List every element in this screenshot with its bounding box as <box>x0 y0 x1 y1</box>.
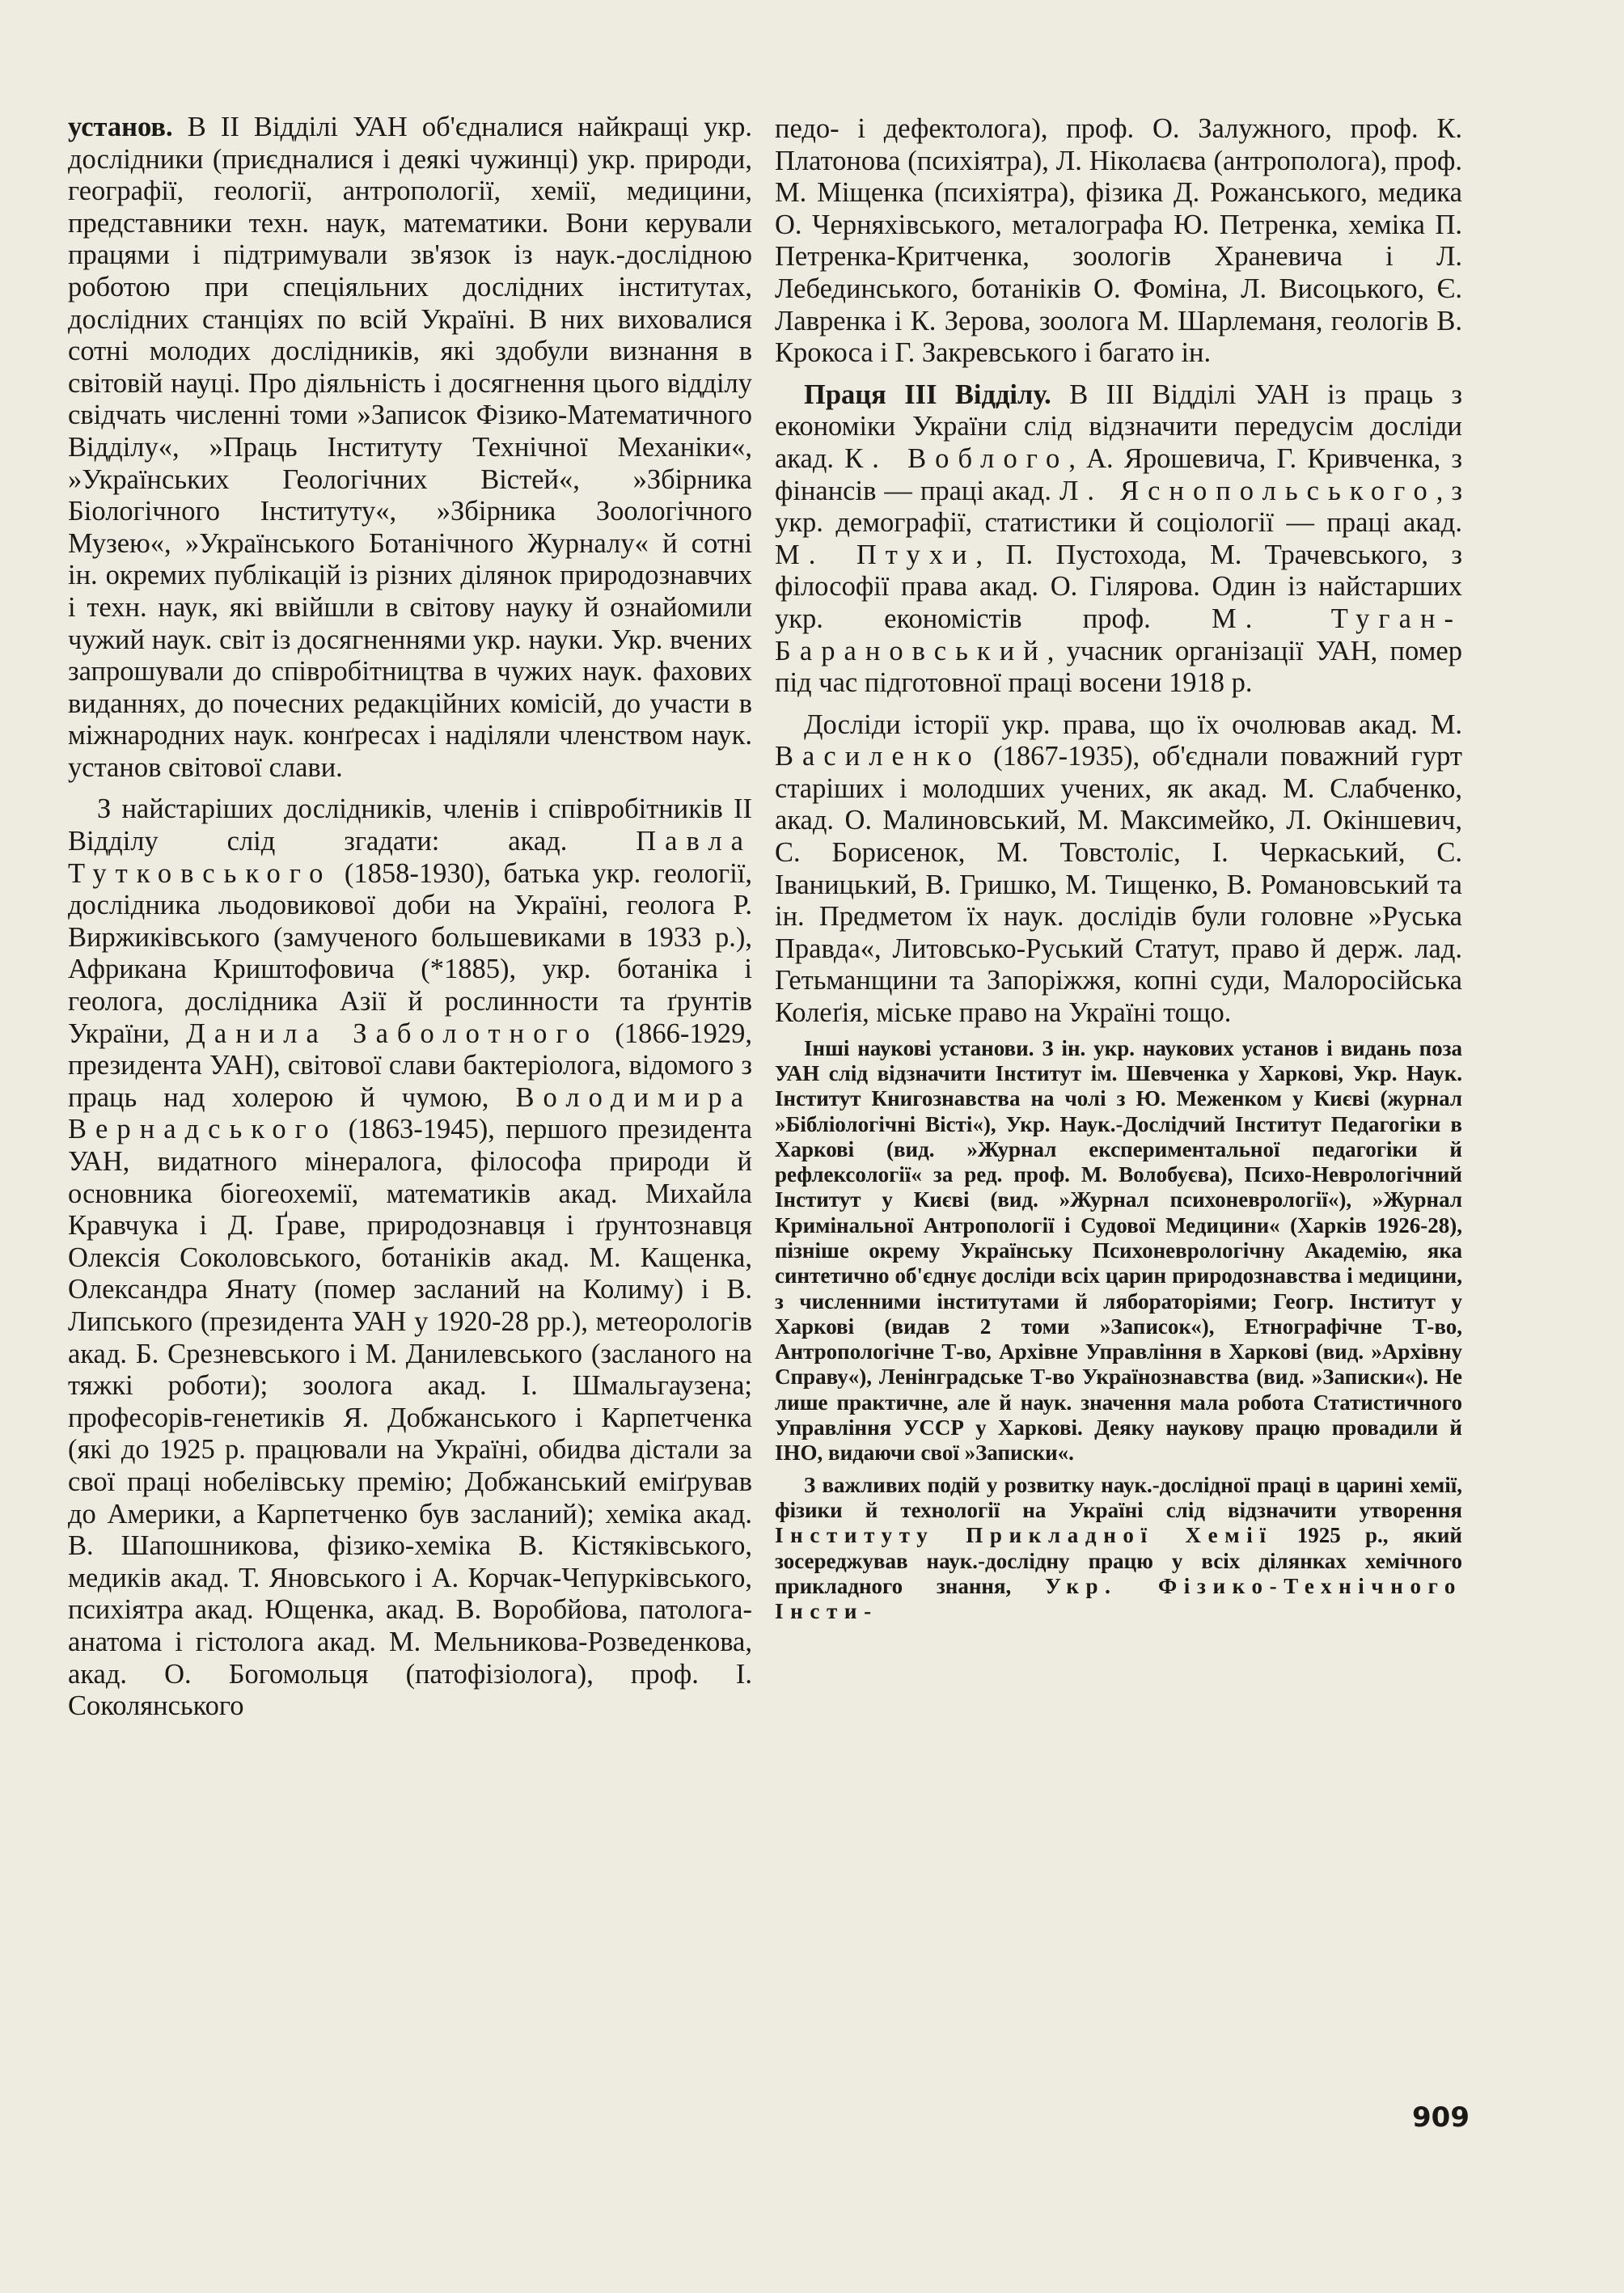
paragraph-text: (1858-1930), батька укр. геології, дослідника льодовикової доби на Україні, геолога Р. Виржиківського (замученого большевиками в 1933 р.), Африкана Криштофовича (*1885), укр. ботаніка і геолога, дослідника Азії й рослинности та ґрунтів України, <box>68 857 752 1049</box>
section-heading: Інші наукові установи. <box>804 1035 1034 1060</box>
paragraph <box>68 793 752 1722</box>
emphasized-name: М. Птухи <box>775 539 976 570</box>
emphasized-name: Павла Тутковського <box>68 826 752 889</box>
paragraph-text: , з укр. демографії, статистики й соціології — праці акад. <box>775 475 1462 539</box>
paragraph-text: , учасник організації УАН, помер під час підготовної праці восени 1918 р. <box>775 635 1462 699</box>
paragraph: педо- і дефектолога), проф. О. Залужного, проф. К. Платонова (психіятра), Л. Ніколаєва (антрополога), проф. М. Міщенка (психіятра), фізика Д. Рожанського, медика О. Черняхівського, металографа Ю. Петренка, хеміка П. Петренка-Критченка, зоологів Храневича і Л. Лебединського, ботаніків О. Фоміна, Л. Висоцького, Є. Лавренка і К. Зерова, зоолога М. Шарлеманя, геологів В. Крокоса і Г. Закревського і багато ін. <box>775 113 1462 369</box>
paragraph-text: , А. Ярошевича, Г. Кривченка, з фінансів — праці акад. <box>775 442 1463 506</box>
emphasized-name: Данила Заболотного <box>186 1017 598 1049</box>
paragraph-text: В III Відділі УАН із праць з економіки України слід відзначити передусім досліди акад. <box>775 379 1462 474</box>
page-number: 909 <box>1412 2101 1470 2134</box>
paragraph-text: В II Відділі УАН об'єдналися найкращі укр. дослідники (приєдналися і деякі чужинці) укр. природи, географії, геології, антропології, хемії, медицини, представники техн. наук, математики. Вони керували працями і підтримували зв'язок із наук.-дослідною роботою при спеціяльних дослідних інститутах, дослідних станціях по всій Україні. В них виховалися сотні молодих дослідників, які здобули визнання в світовій науці. Про діяльність і досягнення цього відділу свідчать численні томи »Записок Фізико-Математичного Відділу«, »Праць Інституту Технічної Механіки«, »Українських Геологічних Вістей«, »Збірника Біологічного Інституту«, »Збірника Зоологічного Музею«, »Українського Ботанічного Журналу« й сотні ін. окремих публікацій із різних ділянок природознавчих і техн. наук, які ввійшли в світову науку й ознайомили чужий наук. світ із досягненнями укр. науки. Укр. вчених запрошували до співробітництва в чужих наук. фахових виданнях, до почесних редакційних комісій, до участи в міжнародних наук. конґресах і наділяли членством наук. установ світової слави. <box>68 112 752 783</box>
paragraph-text: З ін. укр. наукових установ і видань поза УАН слід відзначити Інститут ім. Шевченка у Харкові, Укр. Наук. Інститут Книгознавства на чолі з Ю. Меженком у Києві (журнал »Бібліологічні Вісті«), Укр. Наук.-Дослідчий Інститут Педагогіки в Харкові (вид. »Журнал експериментальної педагогіки й рефлексології« за ред. проф. М. Волобуєва), Психо-Неврологічний Інститут у Києві (вид. »Журнал психоневрології«), »Журнал Кримінальної Антропології і Судової Медицини« (Харків 1926-28), пізніше окрему Українську Психоневрологічну Академію, яка синтетично об'єднує досліди всіх царин природознавства і медицини, з численними інститутами й лябораторіями; Геогр. Інститут у Харкові (видав 2 томи »Записок«), Етнографічне Т-во, Антропологічне Т-во, Архівне Управління в Харкові (вид. »Архівну Справу«), Ленінградське Т-во Українознавства (вид. »Записки«). Не лише практичне, але й наук. значення мала робота Статистичного Управління УССР у Харкові. Деяку наукову працю провадили й ІНО, видаючи свої »Записки«. <box>775 1035 1462 1466</box>
paragraph-text: (1866-1929, президента УАН), світової слави бактеріолога, відомого з праць над холерою й чумою, <box>68 1017 752 1113</box>
paragraph-text: (1863-1945), першого президента УАН, видатного мінералога, філософа природи й основника біогеохемії, математиків акад. Михайла Кравчука і Д. Ґраве, природознавця і ґрунтознавця Олексія Соколовського, ботаніків акад. М. Кащенка, Олександра Янату (помер засланий на Колиму) і В. Липського (президента УАН у 1920-28 рр.), метеорологів акад. Б. Срезневського і М. Данилевського (засланого на тяжкі роботи); зоолога акад. І. Шмальгаузена; професорів-генетиків Я. Добжанського і Карпетченка (які до 1925 р. працювали на Україні, обидва дістали за свої праці нобелівську премію; Добжанський еміґрував до Америки, а Карпетченко був засланий); хеміка акад. В. Шапошникова, фізико-хеміка В. Кістяківського, медиків акад. Т. Яновського і А. Корчак-Чепурківського, психіятра акад. Ющенка, акад. В. Воробйова, патолога-анатома і гістолога акад. М. Мельникова-Розведенкова, акад. О. Богомольця (патофізіолога), проф. І. Соколянського <box>68 1114 752 1722</box>
section-heading: Праця III Відділу. <box>804 379 1051 410</box>
paragraph <box>775 709 1462 1030</box>
small-print-paragraph <box>775 1473 1462 1625</box>
right-column <box>775 113 1462 1624</box>
paragraph-lead: установ. <box>68 112 173 142</box>
paragraph-text: Досліди історії укр. права, що їх очолював акад. М. <box>804 709 1462 740</box>
emphasized-name: Інституту Прикладної Хемії <box>775 1523 1273 1548</box>
emphasized-name: Укр. Фізико-Технічного Інсти- <box>775 1573 1463 1624</box>
paragraph <box>775 379 1462 700</box>
emphasized-name: М. Туган-Барановський <box>775 603 1463 666</box>
emphasized-name: К. Воблого <box>844 442 1069 474</box>
left-column <box>68 112 752 1723</box>
paragraph-text: З важливих подій у розвитку наук.-дослідної праці в царині хемії, фізики й технології на Україні слід відзначити утворення <box>775 1472 1462 1522</box>
paragraph-text: (1867-1935), об'єднали поважний гурт старіших і молодших учених, як акад. М. Слабченко, акад. О. Малиновський, М. Максимейко, Л. Окіншевич, С. Борисенок, М. Товстоліс, І. Черкаський, С. Іваницький, В. Гришко, М. Тищенко, В. Романовський та ін. Предметом їх наук. дослідів були головне »Руська Правда«, Литовсько-Руський Статут, право й держ. лад. Гетьманщини та Запоріжжя, копні суди, Малоросійська Колеґія, міське право на Україні тощо. <box>775 741 1462 1029</box>
paragraph <box>68 112 752 784</box>
emphasized-name: Василенко <box>775 741 981 772</box>
emphasized-name: Л. Яснопольського <box>1059 475 1436 506</box>
paragraph-text: , П. Пустохода, М. Трачевського, з філософії права акад. О. Гілярова. Один із найстарших укр. економістів проф. <box>775 539 1462 634</box>
small-print-paragraph <box>775 1036 1462 1466</box>
paragraph-text: 1925 р., який зосереджував наук.-дослідну працю у всіх ділянках хемічного прикладного знання, <box>775 1523 1462 1598</box>
paragraph-text: З найстаріших дослідників, членів і співробітників II Відділу слід згадати: акад. <box>68 793 752 857</box>
emphasized-name: Володимира Вернадського <box>68 1081 752 1145</box>
